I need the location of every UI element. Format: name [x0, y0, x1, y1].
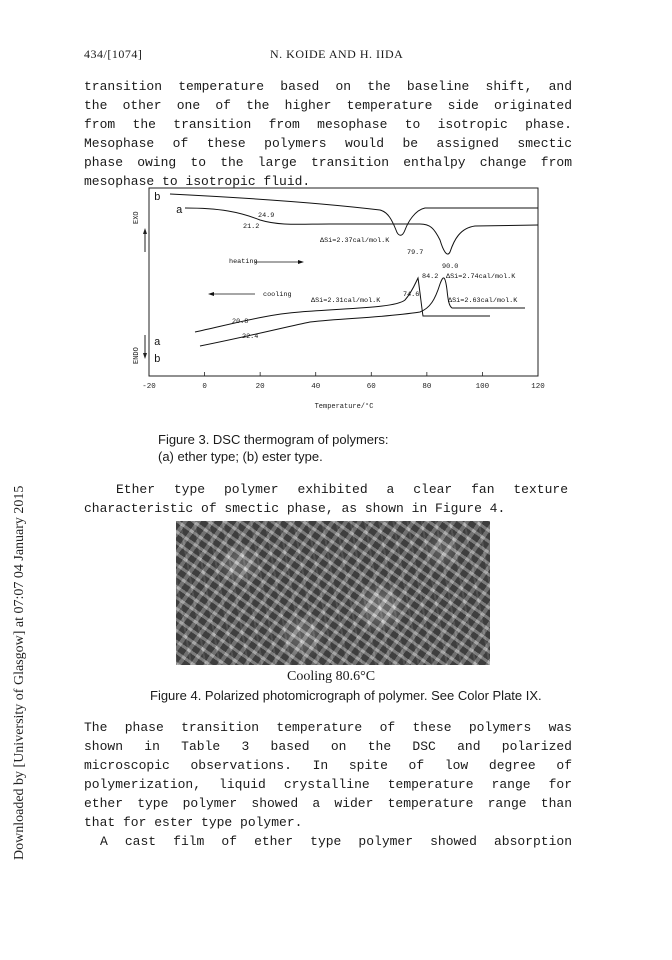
paragraph-line: The phase transition temperature of these polymers was: [84, 720, 572, 735]
figure-3-subcaption: (a) ether type; (b) ester type.: [158, 449, 323, 464]
value-212: 21.2: [243, 223, 260, 231]
paragraph-line: that for ester type polymer.: [84, 815, 303, 830]
curve-label-a-top: a: [176, 205, 183, 217]
paragraph-line: Mesophase of these polymers would be assigned smectic: [84, 136, 572, 151]
paragraph-line: microscopic observations. In spite of low degree of: [84, 758, 572, 773]
value-208: 20.8: [232, 318, 249, 326]
page-number: 434/[1074]: [84, 47, 143, 61]
cooling-label: cooling: [263, 291, 292, 299]
x-tick-label: -20: [142, 383, 156, 391]
paragraph-line: Ether type polymer exhibited a clear fan texture: [116, 482, 568, 497]
paragraph-line: from the transition from mesophase to isotropic phase.: [84, 117, 572, 132]
x-axis-label: Temperature/°C: [314, 403, 374, 411]
x-tick-label: 20: [255, 383, 265, 391]
heating-label: heating: [229, 258, 258, 266]
curve-label-a-bottom: a: [154, 337, 161, 349]
value-249: 24.9: [258, 212, 275, 220]
curve-b-heating: [170, 194, 538, 235]
value-900: 90.0: [442, 263, 459, 271]
heating-arrow-head: [298, 260, 304, 264]
micrograph-label: Cooling 80.6°C: [287, 669, 376, 684]
x-tick-label: 100: [475, 383, 490, 391]
paragraph-line: polymerization, liquid crystalline temperature range for: [84, 777, 572, 792]
curve-label-b-top: b: [154, 192, 161, 204]
x-tick-label: 120: [531, 383, 545, 391]
paragraph-line: ether type polymer showed a wider temperature range than: [84, 796, 572, 811]
x-axis-ticks: [149, 372, 538, 376]
paragraph-line: A cast film of ether type polymer showed absorption: [100, 834, 572, 849]
y-axis-top-label: EXO: [133, 211, 141, 224]
running-title: N. KOIDE AND H. IIDA: [270, 47, 404, 61]
value-797: 79.7: [407, 249, 424, 257]
paragraph-line: the other one of the higher temperature side originated: [84, 98, 572, 113]
delta-s-231: ΔSi=2.31cal/mol.K: [311, 297, 381, 305]
cooling-arrow-head: [208, 292, 214, 296]
x-tick-label: 40: [311, 383, 321, 391]
paragraph-line: transition temperature based on the baseline shift, and: [84, 79, 572, 94]
curve-a-heating: [185, 208, 538, 254]
value-746: 74.6: [403, 291, 420, 299]
value-224: 22.4: [242, 333, 259, 341]
paragraph-line: shown in Table 3 based on the DSC and polarized: [84, 739, 572, 754]
curve-label-b-bottom: b: [154, 354, 161, 366]
figure-4-caption: Figure 4. Polarized photomicrograph of polymer. See Color Plate IX.: [150, 688, 542, 703]
exo-arrow-head: [143, 228, 147, 234]
figure-3-caption: Figure 3. DSC thermogram of polymers:: [158, 432, 389, 447]
delta-s-274: ΔSi=2.74cal/mol.K: [446, 273, 516, 281]
y-axis-bottom-label: ENDO: [133, 347, 141, 364]
chart-frame: [149, 188, 538, 376]
delta-s-237: ΔSi=2.37cal/mol.K: [320, 237, 390, 245]
paragraph-line: mesophase to isotropic fluid.: [84, 174, 311, 189]
download-watermark: Downloaded by [University of Glasgow] at 07:07 04 January 2015: [12, 485, 27, 860]
x-tick-label: 80: [422, 383, 432, 391]
dsc-thermogram-chart: [130, 180, 560, 420]
endo-arrow-head: [143, 353, 147, 359]
polarized-micrograph-image: [176, 521, 490, 665]
x-tick-label: 60: [366, 383, 376, 391]
paragraph-line: characteristic of smectic phase, as shown in Figure 4.: [84, 501, 506, 516]
paragraph-line: phase owing to the large transition enthalpy change from: [84, 155, 572, 170]
delta-s-263: ΔSi=2.63cal/mol.K: [448, 297, 518, 305]
value-842: 84.2: [422, 273, 439, 281]
x-tick-label: 0: [202, 383, 207, 391]
